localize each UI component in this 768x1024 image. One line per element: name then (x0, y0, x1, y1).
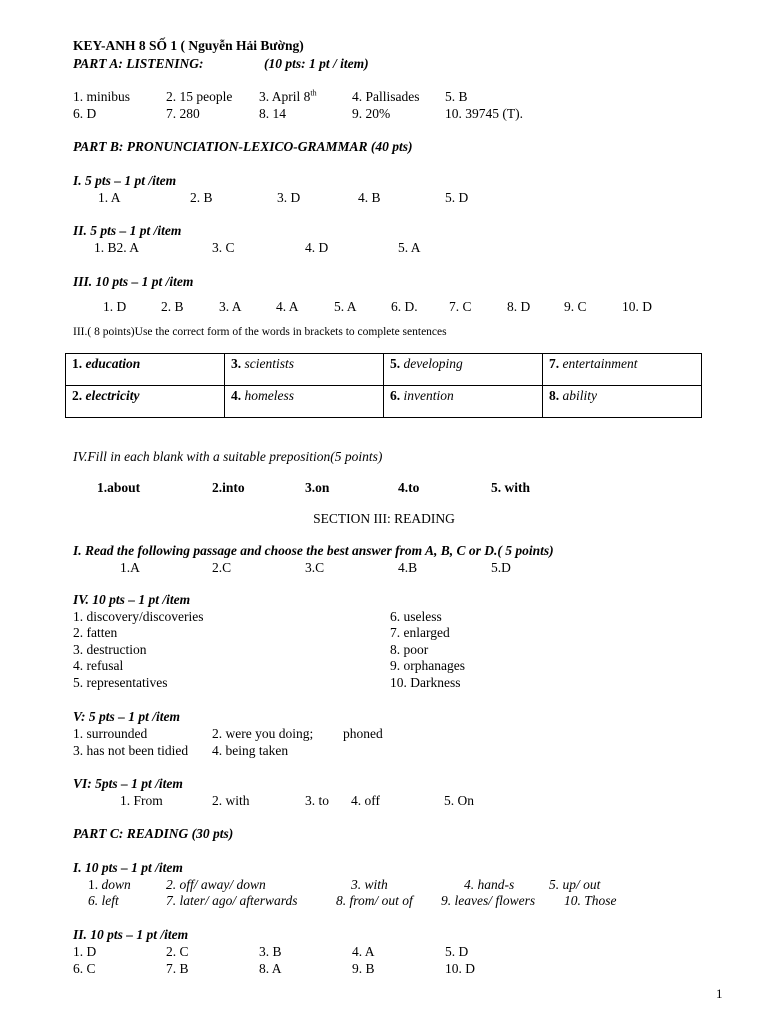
section-iii-answer: 3. A (219, 299, 242, 314)
section-iv-answer: 3. destruction (73, 642, 147, 657)
table-cell: 1. education (66, 354, 225, 386)
listening-answer: 9. 20% (352, 106, 391, 121)
listening-answer: 4. Pallisades (352, 89, 420, 104)
section-vi-answer: 4. off (351, 793, 380, 808)
section-vi-heading: VI: 5pts – 1 pt /item (73, 776, 183, 791)
part-c-ii-answer: 2. C (166, 944, 189, 959)
listening-answer: 2. 15 people (166, 89, 233, 104)
part-a-points: (10 pts: 1 pt / item) (264, 56, 369, 71)
part-c-ii-answer: 3. B (259, 944, 282, 959)
part-c-ii-answer: 9. B (352, 961, 375, 976)
part-c-ii-answer: 6. C (73, 961, 96, 976)
section-i-answer: 4. B (358, 190, 381, 205)
section-v-heading: V: 5 pts – 1 pt /item (73, 709, 180, 724)
section-i-answer: 3. D (277, 190, 301, 205)
section-iv-answer: 2. fatten (73, 625, 118, 640)
part-c-i-answer: 2. off/ away/ down (166, 877, 266, 892)
section-v-answer: 2. were you doing; (212, 726, 314, 741)
section-vi-answer: 2. with (212, 793, 250, 808)
part-c-ii-answer: 4. A (352, 944, 375, 959)
section-ii-answer: 1. B2. A (94, 240, 140, 255)
reading-i-answer: 1.A (120, 560, 140, 575)
part-c-i-answer: 9. leaves/ flowers (441, 893, 536, 908)
listening-answer: 10. 39745 (T). (445, 106, 523, 121)
section-vi-answer: 3. to (305, 793, 330, 808)
table-row (66, 386, 702, 418)
section-iii-answer: 10. D (622, 299, 652, 314)
listening-answer: 6. D (73, 106, 97, 121)
part-c-ii-answer: 8. A (259, 961, 282, 976)
part-b-heading: PART B: PRONUNCIATION-LEXICO-GRAMMAR (40 pts) (73, 139, 413, 154)
reading-i-answer: 3.C (305, 560, 325, 575)
section-iii-answer: 4. A (276, 299, 299, 314)
section-iii-answer: 1. D (103, 299, 127, 314)
section-iv-answer: 8. poor (390, 642, 429, 657)
part-c-i-answer: 3. with (351, 877, 388, 892)
section-iii-answer: 8. D (507, 299, 531, 314)
section-vi-answer: 1. From (120, 793, 163, 808)
listening-answer: 8. 14 (259, 106, 286, 121)
part-c-i-answer: 1. down (88, 877, 131, 892)
section-iv-answer: 9. orphanages (390, 658, 465, 673)
section-v-answer: 1. surrounded (73, 726, 148, 741)
section-iii-answer: 9. C (564, 299, 587, 314)
table-row (66, 354, 702, 386)
reading-i-answer: 5.D (491, 560, 511, 575)
word-form-table (65, 353, 702, 418)
listening-answer: 5. B (445, 89, 468, 104)
section-iii-reading-heading: SECTION III: READING (313, 511, 455, 526)
preposition-answer: 4.to (398, 480, 420, 495)
preposition-answer: 2.into (212, 480, 245, 495)
section-i-answer: 2. B (190, 190, 213, 205)
section-ii-answer: 3. C (212, 240, 235, 255)
reading-i-answer: 4.B (398, 560, 418, 575)
part-c-ii-answer: 10. D (445, 961, 475, 976)
preposition-heading: IV.Fill in each blank with a suitable preposition(5 points) (73, 449, 383, 464)
section-iii-answer: 5. A (334, 299, 357, 314)
section-vi-answer: 5. On (444, 793, 474, 808)
preposition-answer: 5. with (491, 480, 531, 495)
part-c-i-answer: 8. from/ out of (336, 893, 413, 908)
section-iii-answer: 6. D. (391, 299, 418, 314)
part-c-i-answer: 5. up/ out (549, 877, 601, 892)
part-c-ii-answer: 5. D (445, 944, 469, 959)
section-ii-answer: 5. A (398, 240, 421, 255)
part-a-heading: PART A: LISTENING: (73, 56, 204, 71)
section-i-answer: 5. D (445, 190, 469, 205)
section-ii-answer: 4. D (305, 240, 329, 255)
part-c-i-answer: 10. Those (564, 893, 617, 908)
section-iv-answer: 10. Darkness (390, 675, 461, 690)
table-cell: 8. ability (543, 386, 702, 418)
table-cell: 2. electricity (66, 386, 225, 418)
reading-i-answer: 2.C (212, 560, 232, 575)
table-cell: 5. developing (384, 354, 543, 386)
table-cell: 4. homeless (225, 386, 384, 418)
part-c-i-answer: 4. hand-s (464, 877, 515, 892)
part-c-i-answer: 7. later/ ago/ afterwards (166, 893, 298, 908)
part-c-ii-answer: 7. B (166, 961, 189, 976)
section-i-answer: 1. A (98, 190, 121, 205)
section-iv-answer: 4. refusal (73, 658, 124, 673)
ordinal-suffix: th (310, 88, 317, 98)
part-c-ii-heading: II. 10 pts – 1 pt /item (73, 927, 189, 942)
part-c-i-answer: 6. left (88, 893, 119, 908)
section-iii-answer: 7. C (449, 299, 472, 314)
section-v-answer: 4. being taken (212, 743, 289, 758)
preposition-answer: 3.on (305, 480, 330, 495)
word-form-heading: III.( 8 points)Use the correct form of the words in brackets to complete sentences (73, 326, 447, 338)
page-number: 1 (716, 986, 723, 1001)
section-iv-answer: 1. discovery/discoveries (73, 609, 204, 624)
part-c-i-heading: I. 10 pts – 1 pt /item (73, 860, 183, 875)
section-i-heading: I. 5 pts – 1 pt /item (73, 173, 177, 188)
section-iv-answer: 6. useless (390, 609, 442, 624)
reading-i-heading: I. Read the following passage and choose the best answer from A, B, C or D.( 5 points) (73, 543, 554, 558)
listening-answer: 3. April 8th (259, 88, 317, 104)
section-iii-answer: 2. B (161, 299, 184, 314)
section-iv-answer: 5. representatives (73, 675, 168, 690)
part-c-ii-answer: 1. D (73, 944, 97, 959)
section-ii-heading: II. 5 pts – 1 pt /item (73, 223, 182, 238)
listening-answer: 1. minibus (73, 89, 131, 104)
listening-answer: 7. 280 (166, 106, 200, 121)
table-cell: 7. entertainment (543, 354, 702, 386)
section-iv-heading: IV. 10 pts – 1 pt /item (73, 592, 191, 607)
section-v-answer: 3. has not been tidied (73, 743, 189, 758)
preposition-answer: 1.about (97, 480, 141, 495)
section-v-answer: phoned (343, 726, 383, 741)
section-iii-heading: III. 10 pts – 1 pt /item (73, 274, 194, 289)
page-title: KEY-ANH 8 SỐ 1 ( Nguyễn Hải Bường) (73, 38, 304, 53)
table-cell: 6. invention (384, 386, 543, 418)
section-iv-answer: 7. enlarged (390, 625, 450, 640)
table-cell: 3. scientists (225, 354, 384, 386)
part-c-heading: PART C: READING (30 pts) (73, 826, 234, 841)
